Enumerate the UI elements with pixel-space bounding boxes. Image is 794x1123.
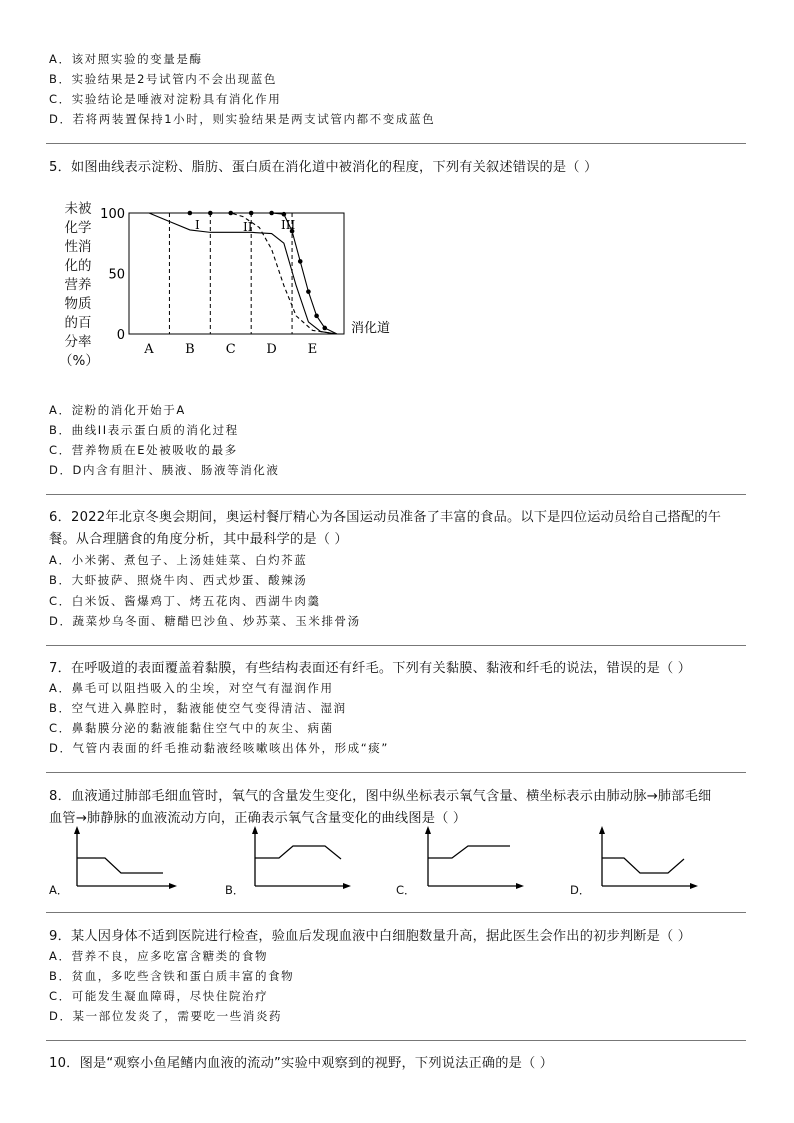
- q5-option-b: B．曲线II表示蛋白质的消化过程: [49, 423, 239, 437]
- q4-option-d: D．若将两装置保持1小时，则实验结果是两支试管内都不变成蓝色: [49, 112, 436, 126]
- x-tick-label: C: [225, 342, 236, 357]
- q8-graph-d: [588, 826, 728, 896]
- curve-iii-point: [306, 289, 311, 294]
- q8-choice-c-label: C．: [396, 883, 416, 897]
- q6-option-b: B．大虾披萨、照烧牛肉、西式炒蛋、酸辣汤: [49, 573, 308, 587]
- q5-option-c: C．营养物质在E处被吸收的最多: [49, 443, 238, 457]
- q5-option-a: A．淀粉的消化开始于A: [49, 403, 186, 417]
- y-tick-label: 50: [108, 267, 125, 283]
- q9-option-b: B．贫血，多吃些含铁和蛋白质丰富的食物: [49, 969, 295, 983]
- curve-iii-point: [249, 211, 254, 216]
- chart-x-axis-label: 消化道: [351, 321, 391, 336]
- x-tick-label: A: [144, 342, 154, 357]
- q4-option-c: C．实验结论是唾液对淀粉具有消化作用: [49, 92, 282, 106]
- y-tick-label: 100: [100, 207, 125, 222]
- divider: [46, 772, 746, 773]
- digestion-chart-svg: [55, 196, 405, 371]
- x-tick-label: E: [307, 342, 318, 357]
- q8-graph-b: [243, 826, 383, 896]
- chart-y-axis-label: 未被化学性消化的营养物质的百分率（%）: [59, 201, 99, 369]
- digestion-chart: [55, 196, 405, 371]
- curve-iii-point: [314, 314, 319, 319]
- graph-y-arrow: [599, 826, 605, 834]
- q9-option-d: D．某一部位发炎了，需要吃一些消炎药: [49, 1009, 283, 1023]
- graph-x-arrow: [343, 883, 351, 889]
- q8-choice-a-label: A．: [49, 883, 69, 897]
- q9-option-a: A．营养不良，应多吃富含糖类的食物: [49, 949, 269, 963]
- curve-label-ii: II: [243, 220, 253, 234]
- q7-option-d: D．气管内表面的纤毛推动黏液经咳嗽咳出体外，形成“痰”: [49, 741, 389, 755]
- curve-iii-point: [188, 211, 193, 216]
- q6-stem-line1: 6．2022年北京冬奥会期间，奥运村餐厅精心为各国运动员准备了丰富的食品。以下是四位运动员给自己搭配的午: [49, 510, 722, 525]
- curve-iii-point: [208, 211, 213, 216]
- divider: [46, 143, 746, 144]
- q6-option-c: C．白米饭、酱爆鸡丁、烤五花肉、西湖牛肉羹: [49, 594, 321, 608]
- q8-graph-c: [414, 826, 554, 896]
- q8-stem-line1: 8．血液通过肺部毛细血管时，氧气的含量发生变化，图中纵坐标表示氧气含量、横坐标表示由肺动脉→肺部毛细: [49, 789, 712, 804]
- graph-x-arrow: [169, 883, 177, 889]
- graph-y-arrow: [74, 826, 80, 834]
- graph-curve: [602, 858, 684, 873]
- q6-option-d: D．蔬菜炒乌冬面、糖醋巴沙鱼、炒苏菜、玉米排骨汤: [49, 614, 361, 628]
- divider: [46, 912, 746, 913]
- curve-iii-point: [298, 259, 303, 264]
- divider: [46, 494, 746, 495]
- chart-plot-frame: [129, 213, 344, 334]
- q8-graph-a: [67, 826, 207, 896]
- graph-y-arrow: [425, 826, 431, 834]
- graph-curve: [77, 858, 163, 873]
- q8-choice-d-label: D．: [570, 883, 591, 897]
- curve-label-iii: III: [281, 218, 296, 232]
- q9-stem: 9．某人因身体不适到医院进行检查，验血后发现血液中白细胞数量升高，据此医生会作出的初步判断是（ ）: [49, 929, 692, 944]
- y-tick-label: 0: [116, 328, 125, 343]
- q6-stem-line2: 餐。从合理膳食的角度分析，其中最科学的是（ ）: [49, 532, 348, 547]
- q10-stem: 10．图是“观察小鱼尾鳍内血液的流动”实验中观察到的视野，下列说法正确的是（ ）: [49, 1056, 554, 1071]
- q6-option-a: A．小米粥、煮包子、上汤娃娃菜、白灼芥蓝: [49, 553, 308, 567]
- x-tick-label: B: [185, 342, 195, 357]
- graph-x-arrow: [690, 883, 698, 889]
- q7-option-b: B．空气进入鼻腔时，黏液能使空气变得清洁、湿润: [49, 701, 347, 715]
- q7-option-a: A．鼻毛可以阻挡吸入的尘埃，对空气有湿润作用: [49, 681, 334, 695]
- graph-x-arrow: [516, 883, 524, 889]
- curve-iii-point: [282, 212, 287, 217]
- q7-stem: 7．在呼吸道的表面覆盖着黏膜，有些结构表面还有纤毛。下列有关黏膜、黏液和纤毛的说法，错误的是（ ）: [49, 661, 692, 676]
- q8-stem-line2: 血管→肺静脉的血液流动方向，正确表示氧气含量变化的曲线图是（ ）: [49, 811, 467, 826]
- q5-option-d: D．D内含有胆汁、胰液、肠液等消化液: [49, 463, 280, 477]
- x-tick-label: D: [266, 342, 277, 357]
- graph-curve: [428, 846, 510, 858]
- q5-stem: 5．如图曲线表示淀粉、脂肪、蛋白质在消化道中被消化的程度，下列有关叙述错误的是（ ）: [49, 160, 598, 175]
- curve-label-i: I: [195, 218, 200, 232]
- q4-option-b: B．实验结果是2号试管内不会出现蓝色: [49, 72, 278, 86]
- q4-option-a: A．该对照实验的变量是酶: [49, 52, 203, 66]
- divider: [46, 645, 746, 646]
- q9-option-c: C．可能发生凝血障碍，尽快住院治疗: [49, 989, 269, 1003]
- graph-y-arrow: [252, 826, 258, 834]
- q7-option-c: C．鼻黏膜分泌的黏液能黏住空气中的灰尘、病菌: [49, 721, 334, 735]
- q8-choice-b-label: B．: [225, 883, 245, 897]
- divider: [46, 1040, 746, 1041]
- curve-iii-point: [269, 211, 274, 216]
- curve-iii-point: [228, 211, 233, 216]
- curve-iii-point: [322, 326, 327, 331]
- graph-curve: [255, 846, 341, 859]
